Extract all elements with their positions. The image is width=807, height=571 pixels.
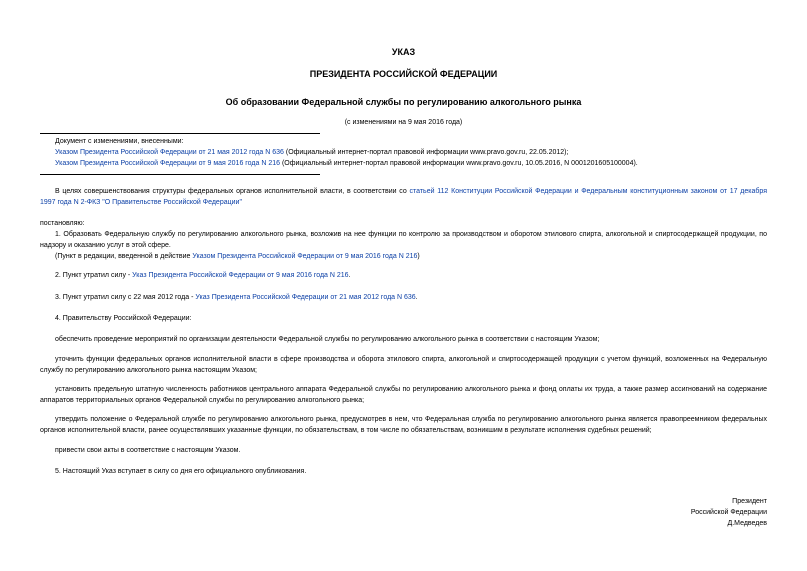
revision-note: (с изменениями на 9 мая 2016 года) — [344, 119, 463, 126]
clause-2-suffix: . — [348, 272, 351, 279]
clause-1-note — [55, 251, 420, 262]
document-title: УКАЗ — [391, 47, 416, 57]
clause-3 — [55, 292, 418, 303]
document-issuer: ПРЕЗИДЕНТА РОССИЙСКОЙ ФЕДЕРАЦИИ — [309, 69, 498, 79]
clause-4-item: утвердить положение о Федеральной службе по регулированию алкогольного рынка, предусмотрев в нем, что Федеральная служба по регулированию алкогольного рынка является правопреемником федеральных органов исполнительной власти, ранее осуществлявших указанные функции, по обязательствам, в том числе по обязательствам, возникшим в результате исполнения судебных решений; — [40, 416, 767, 434]
signature-title: Президент — [732, 498, 767, 505]
clause-2-link[interactable]: Указ Президента Российской Федерации от 9 мая 2016 года N 216 — [132, 272, 349, 279]
clause-1: 1. Образовать Федеральную службу по регулированию алкогольного рынка, возложив на нее функции по контролю за производством и оборотом этилового спирта, алкогольной и спиртосодержащей продукции, по надзору и оказанию услуг в этой сфере. — [40, 231, 767, 249]
amendment-link-1[interactable]: Указом Президента Российской Федерации от 21 мая 2012 года N 636 — [55, 149, 284, 156]
document-subject: Об образовании Федеральной службы по регулированию алкогольного рынка — [225, 97, 582, 107]
signature-block — [691, 496, 767, 529]
clause-2-prefix: 2. Пункт утратил силу - — [55, 272, 133, 279]
clause-2 — [55, 270, 351, 281]
clause-1-note-link[interactable]: Указом Президента Российской Федерации от 9 мая 2016 года N 216 — [192, 253, 418, 260]
clause-1-note-prefix: (Пункт в редакции, введенной в действие — [55, 253, 193, 260]
clause-4-item: привести свои акты в соответствие с настоящим Указом. — [55, 447, 241, 454]
signature-country: Российской Федерации — [690, 509, 767, 516]
preamble-paragraph — [40, 186, 767, 208]
amendments-intro: Документ с изменениями, внесенными: — [55, 138, 184, 145]
clause-4-item: обеспечить проведение мероприятий по организации деятельности Федеральной службы по регулированию алкогольного рынка в соответствии с настоящим Указом; — [55, 336, 600, 343]
clause-3-prefix: 3. Пункт утратил силу с 22 мая 2012 года - — [55, 294, 196, 301]
preamble-text: В целях совершенствования структуры федеральных органов исполнительной власти, в соответствии со — [55, 188, 410, 195]
amendment-source-2: (Официальный интернет-портал правовой информации www.pravo.gov.ru, 10.05.2016, N 0001201605100004). — [280, 160, 638, 167]
clause-3-link[interactable]: Указ Президента Российской Федерации от 21 мая 2012 года N 636 — [195, 294, 416, 301]
clause-4: 4. Правительству Российской Федерации: — [55, 315, 192, 322]
clause-4-item: уточнить функции федеральных органов исполнительной власти в сфере производства и оборота этилового спирта, алкогольной и спиртосодержащей продукции с учетом функций, возложенных на Федеральную службу по регулированию алкогольного рынка настоящим Указом; — [40, 356, 767, 374]
clause-1-note-suffix: ) — [417, 253, 420, 260]
amendments-top-divider — [40, 133, 320, 134]
amendments-bottom-divider — [40, 174, 320, 175]
amendment-source-1: (Официальный интернет-портал правовой информации www.pravo.gov.ru, 22.05.2012); — [283, 149, 569, 156]
amendment-item — [55, 147, 568, 158]
constitution-link[interactable]: статьей 112 Конституции Российской Федерации и Федеральным конституционным законом от 17 декабря 1997 года N 2-ФКЗ "О Правительстве Российской Федерации" — [40, 188, 768, 206]
clause-4-item: установить предельную штатную численность работников центрального аппарата Федеральной службы по регулированию алкогольного рынка и фонд оплаты их труда, а также размер ассигнований на содержание аппаратов территориальных органов Федеральной службы по регулированию алкогольного рынка; — [40, 386, 767, 404]
clause-5: 5. Настоящий Указ вступает в силу со дня его официального опубликования. — [55, 468, 307, 475]
clause-3-suffix: . — [415, 294, 418, 301]
amendment-link-2[interactable]: Указом Президента Российской Федерации от 9 мая 2016 года N 216 — [55, 160, 281, 167]
signature-name: Д.Медведев — [727, 520, 767, 527]
amendment-item — [55, 158, 638, 169]
decree-word: постановляю: — [40, 220, 85, 227]
